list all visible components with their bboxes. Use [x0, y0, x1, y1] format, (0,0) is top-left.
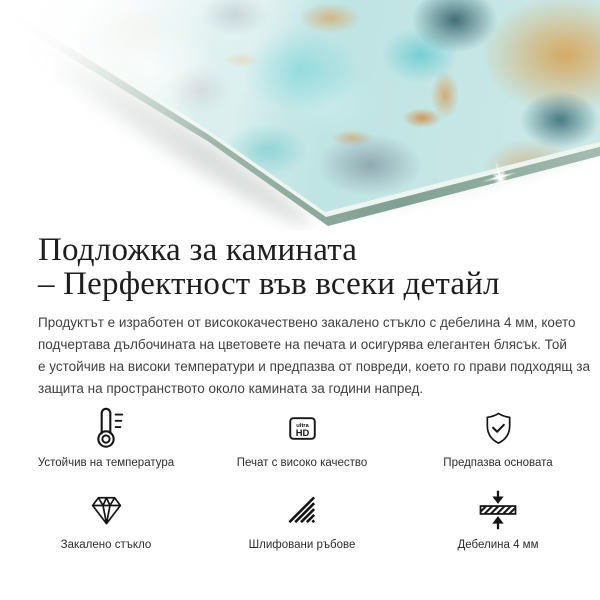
page-title-line: – Перфектност във всеки детайл — [38, 266, 500, 302]
product-text-section — [0, 230, 600, 400]
page-title — [38, 233, 562, 301]
thermometer-icon — [8, 405, 204, 451]
feature-item — [400, 487, 596, 551]
feature-label: Печат с високо качество — [236, 457, 368, 469]
ultra-hd-icon — [204, 405, 400, 451]
diamond-icon — [8, 487, 204, 533]
feature-item — [8, 487, 204, 551]
description-line: е устойчив на високи температури и предпазва от повреди, което го прави подходящ за — [38, 359, 590, 374]
feature-item — [204, 405, 400, 469]
svg-text:ultra: ultra — [295, 422, 309, 429]
polished-edges-icon — [204, 487, 400, 533]
feature-item — [204, 487, 400, 551]
description-line: подчертава дълбочината на цветовете на печата и осигурява елегантен блясък. Той — [38, 337, 567, 352]
product-image — [0, 0, 600, 230]
feature-label: Предпазва основата — [443, 457, 553, 469]
feature-label: Шлифовани ръбове — [248, 539, 356, 551]
thickness-4mm-icon — [400, 487, 596, 533]
description-line: Продуктът е изработен от висококачествено закалено стъкло с дебелина 4 мм, което — [38, 315, 576, 330]
feature-label: Закалено стъкло — [60, 539, 152, 551]
feature-grid — [8, 405, 596, 569]
photo-fade-overlay — [0, 0, 600, 230]
product-description — [38, 312, 590, 400]
page-title-line: Подложка за камината — [38, 232, 358, 268]
shield-check-icon — [400, 405, 596, 451]
description-line: защита на пространството около камината за години напред. — [38, 381, 424, 396]
svg-text:HD: HD — [295, 427, 309, 438]
feature-item — [400, 405, 596, 469]
feature-label: Дебелина 4 мм — [457, 539, 539, 551]
feature-label: Устойчив на температура — [37, 457, 175, 469]
feature-item — [8, 405, 204, 469]
